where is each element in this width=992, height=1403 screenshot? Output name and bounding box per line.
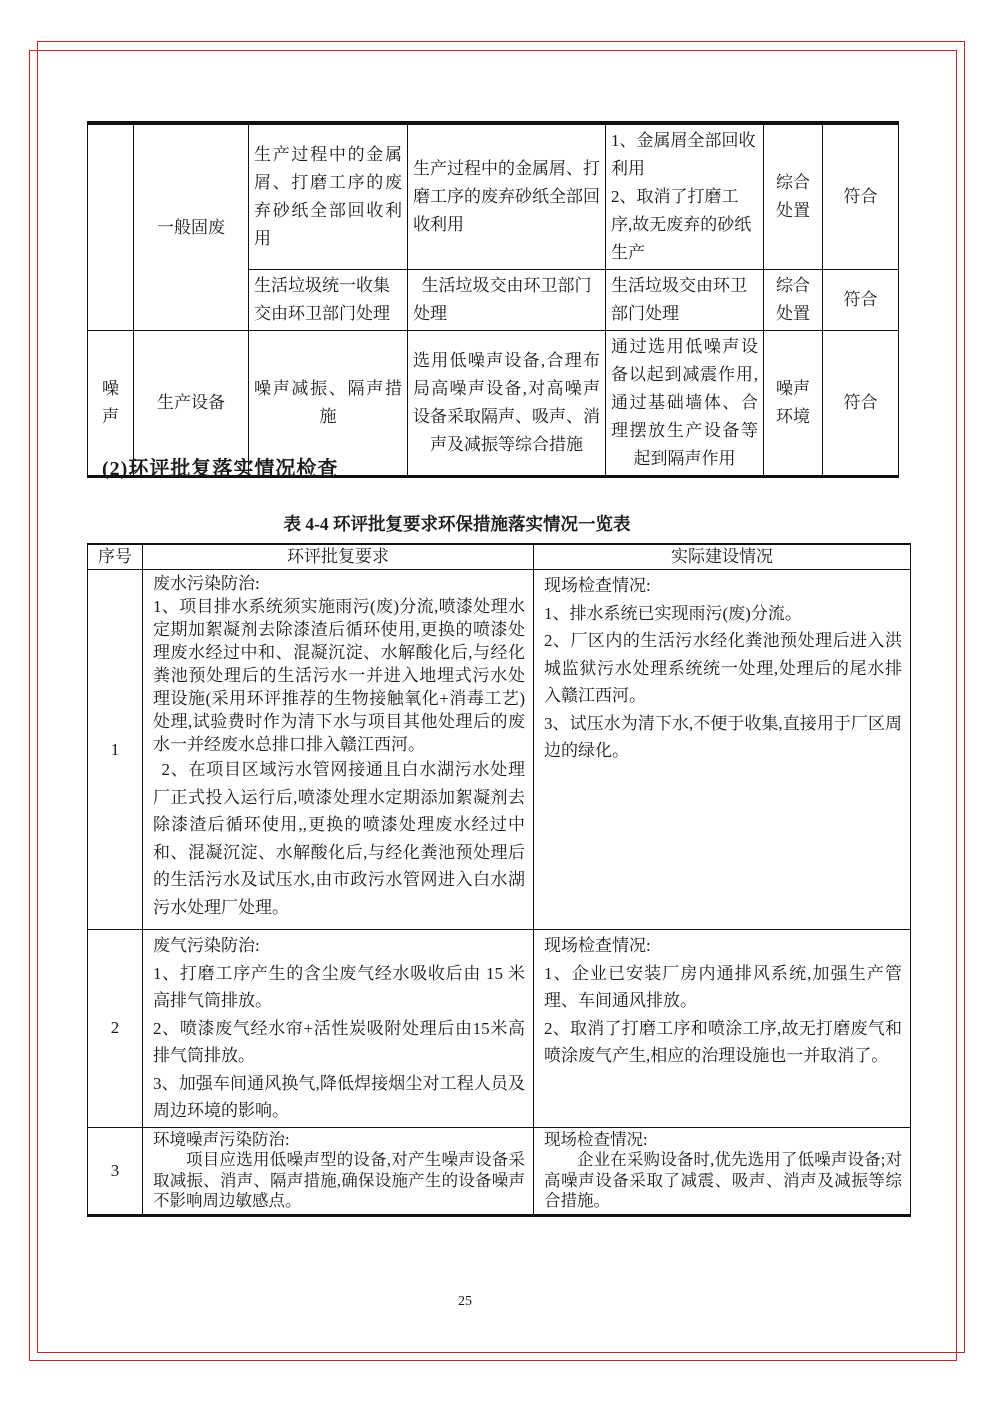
requirement-cell: 生产过程中的金属屑、打磨工序的废弃砂纸全部回收利用 (249, 123, 408, 270)
section-heading: (2)环评批复落实情况检查 (102, 458, 339, 480)
compliance-cell: 符合 (823, 270, 899, 331)
requirement-cell: 噪声减振、隔声措施 (249, 331, 408, 477)
page-number: 25 (458, 1294, 472, 1309)
seq-cell: 2 (88, 930, 143, 1128)
compliance-cell: 符合 (823, 123, 899, 270)
paragraph: 现场检查情况: (544, 1129, 648, 1149)
requirement-cell: 生活垃圾统一收集交由环卫部门处理 (249, 270, 408, 331)
paragraph: 1、排水系统已实现雨污(废)分流。 (544, 603, 802, 623)
environment-cell: 噪声环境 (764, 331, 823, 477)
subcategory-cell: 生产设备 (134, 331, 249, 477)
category-cell-empty (88, 123, 134, 331)
table-row (88, 930, 911, 1128)
header-actual: 实际建设情况 (534, 544, 911, 570)
eia-approval-table (87, 543, 911, 1217)
table-caption: 表 4-4 环评批复要求环保措施落实情况一览表 (283, 514, 631, 534)
ems-measures-table (87, 121, 899, 478)
paragraph: 环境噪声污染防治: (153, 1129, 290, 1149)
requirement-cell (143, 570, 534, 930)
paragraph: 废气污染防治: (153, 936, 260, 955)
paragraph: 1、企业已安装厂房内通排风系统,加强生产管理、车间通风排放。 (544, 963, 902, 1010)
paragraph: 2、喷漆废气经水帘+活性炭吸附处理后由15米高排气筒排放。 (153, 1018, 525, 1065)
paragraph: 3、加强车间通风换气,降低焊接烟尘对工程人员及周边环境的影响。 (153, 1073, 525, 1120)
actual-measure-line: 1、金属屑全部回收利用 (611, 131, 756, 178)
table-4-4 (87, 543, 911, 1217)
category-cell: 噪声 (88, 331, 134, 477)
requirement-cell (143, 930, 534, 1128)
actual-cell (534, 570, 911, 930)
paragraph: 1、打磨工序产生的含尘废气经水吸收后由 15 米高排气筒排放。 (153, 963, 525, 1010)
table-header-row (88, 544, 911, 570)
eia-measure-cell: 生活垃圾交由环卫部门处理 (408, 270, 606, 331)
header-seq: 序号 (88, 544, 143, 570)
seq-cell: 3 (88, 1127, 143, 1215)
compliance-cell: 符合 (823, 331, 899, 477)
paragraph: 1、项目排水系统须实施雨污(废)分流,喷漆处理水定期加絮凝剂去除漆渣后循环使用,更换的喷漆处理废水经过中和、混凝沉淀、水解酸化后,与经化粪池预处理后的生活污水一并进入地埋式污水处理设施(采用环评推荐的生物接触氧化+消毒工艺)处理,试验费时作为清下水与项目其他处理后的废水一并经废水总排口排入赣江西河。 (153, 597, 525, 754)
header-requirement: 环评批复要求 (143, 544, 534, 570)
table-row (88, 1127, 911, 1215)
disposal-cell: 综合处置 (764, 123, 823, 270)
actual-measure-cell: 通过选用低噪声设备以起到减震作用,通过基础墙体、合理摆放生产设备等起到隔声作用 (606, 331, 764, 477)
actual-measure-cell (606, 123, 764, 270)
paragraph: 废水污染防治: (153, 574, 260, 593)
paragraph: 项目应选用低噪声型的设备,对产生噪声设备采取减振、消声、隔声措施,确保设施产生的设备噪声不影响周边敏感点。 (153, 1150, 525, 1210)
table-row (88, 570, 911, 930)
seq-cell: 1 (88, 570, 143, 930)
eia-measure-cell: 生产过程中的金属屑、打磨工序的废弃砂纸全部回收利用 (408, 123, 606, 270)
paragraph: 现场检查情况: (544, 936, 651, 955)
paragraph: 2、取消了打磨工序和喷涂工序,故无打磨废气和喷涂废气产生,相应的治理设施也一并取消了。 (544, 1018, 902, 1065)
subcategory-cell: 一般固废 (134, 123, 249, 331)
paragraph: 3、试压水为清下水,不便于收集,直接用于厂区周边的绿化。 (544, 713, 902, 760)
requirement-cell (143, 1127, 534, 1215)
actual-measure-cell: 生活垃圾交由环卫部门处理 (606, 270, 764, 331)
actual-cell (534, 930, 911, 1128)
paragraph: 2、在项目区域污水管网接通且白水湖污水处理厂正式投入运行后,喷漆处理水定期添加絮凝剂去除漆渣后循环使用,,更换的喷漆处理废水经过中和、混凝沉淀、水解酸化后,与经化粪池预处理后的生活污水及试压水,由市政污水管网进入白水湖污水处理厂处理。 (153, 760, 525, 917)
actual-cell (534, 1127, 911, 1215)
paragraph: 企业在采购设备时,优先选用了低噪声设备;对高噪声设备采取了减震、吸声、消声及减振等综合措施。 (544, 1150, 902, 1210)
continuation-table (87, 121, 899, 478)
actual-measure-line: 2、取消了打磨工序,故无废弃的砂纸生产 (611, 187, 752, 262)
disposal-cell: 综合处置 (764, 270, 823, 331)
eia-measure-cell: 选用低噪声设备,合理布局高噪声设备,对高噪声设备采取隔声、吸声、消声及减振等综合措施 (408, 331, 606, 477)
table-row (88, 123, 899, 270)
paragraph: 现场检查情况: (544, 576, 651, 595)
paragraph: 2、厂区内的生活污水经化粪池预处理后进入洪城监狱污水处理系统统一处理,处理后的尾水排入赣江西河。 (544, 631, 902, 705)
